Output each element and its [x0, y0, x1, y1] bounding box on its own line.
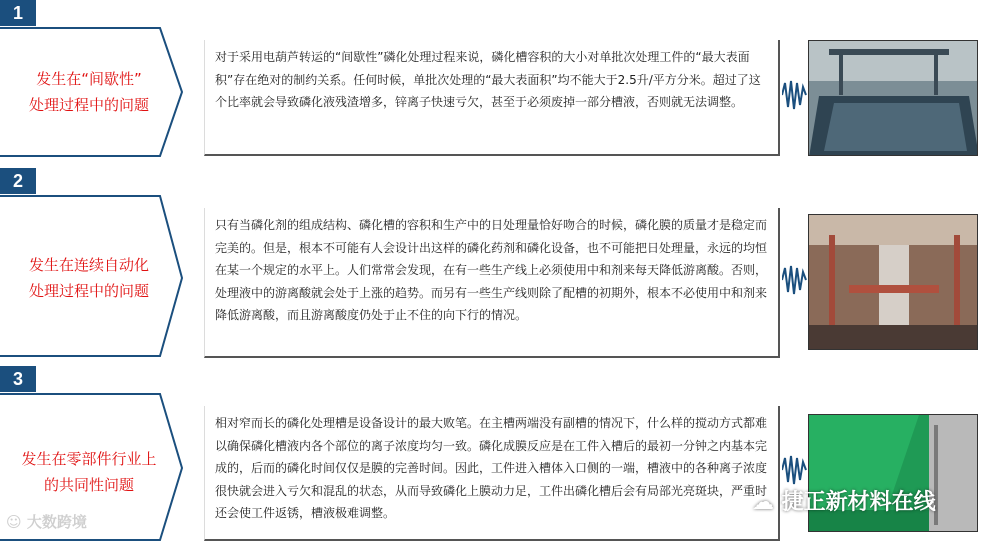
section-title: [4, 446, 174, 498]
wave-icon: [782, 450, 808, 490]
section-text: 相对窄而长的磷化处理槽是设备设计的最大败笔。在主槽两端没有副槽的情况下，什么样的搅动方式都难以确保磷化槽液内各个部位的离子浓度均匀一致。磷化成膜反应是在工件入槽后的最初一分钟之内基本完成的，后而的磷化时间仅仅是膜的完善时间。因此，工件进入槽体入口侧的一端，槽液中的各种离子浓度很快就会进入亏欠和混乱的状态，从而导致磷化上膜动力足，工件出磷化槽后会有局部光亮斑块，严重时还会使工件返锈，槽液极难调整。: [204, 406, 780, 541]
tank-image: [809, 41, 978, 156]
section-title: [4, 252, 174, 304]
section-1: [0, 0, 981, 160]
watermark-left-text: 大数跨境: [26, 513, 87, 531]
section-number: 1: [0, 0, 36, 26]
watermark-right-text: 捷正新材料在线: [781, 490, 936, 515]
watermark-left: [6, 511, 87, 532]
photo-phosphating-tank-1: [808, 40, 978, 156]
wave-icon: [782, 260, 808, 300]
section-text: 只有当磷化剂的组成结构、磷化槽的容积和生产中的日处理量恰好吻合的时候，磷化膜的质量才是稳定而完美的。但是，根本不可能有人会设计出这样的磷化药剂和磷化设备，也不可能把日处理量，永远的均恒在某一个规定的水平上。人们常常会发现，在有一些生产线上必须使用中和剂来每天降低游离酸。否则，处理液中的游离酸就会处于上涨的趋势。而另有一些生产线则除了配槽的初期外，根本不必使用中和剂来降低游离酸，而且游离酸度仍处于止不住的向下行的情况。: [204, 208, 780, 358]
wechat-icon: ☁: [752, 490, 782, 515]
section-text: 对于采用电葫芦转运的“间歇性”磷化处理过程来说，磷化槽容积的大小对单批次处理工件的“最大表面积”存在绝对的制约关系。任何时候，单批次处理的“最大表面积”均不能大于2.5升/平方分米。超过了这个比率就会导致磷化液残渣增多，锌离子快速亏欠，甚至于必须废掉一部分槽液，否则就无法调整。: [204, 40, 780, 156]
section-title-line2: 处理过程中的问题: [28, 282, 149, 300]
photo-production-line-2: [808, 214, 978, 350]
section-title-line1: 发生在零部件行业上: [21, 450, 157, 468]
wave-icon: [782, 75, 808, 115]
section-title-line1: 发生在“间歇性”: [36, 70, 142, 88]
section-number: 3: [0, 366, 36, 392]
watermark-right: [752, 485, 936, 516]
line-image: [809, 215, 978, 350]
section-title: [4, 66, 174, 118]
section-title-line2: 的共同性问题: [43, 476, 134, 494]
wechat-icon: ☺: [6, 513, 27, 531]
section-title-line2: 处理过程中的问题: [28, 96, 149, 114]
section-title-line1: 发生在连续自动化: [28, 256, 149, 274]
section-2: [0, 168, 981, 358]
section-number: 2: [0, 168, 36, 194]
